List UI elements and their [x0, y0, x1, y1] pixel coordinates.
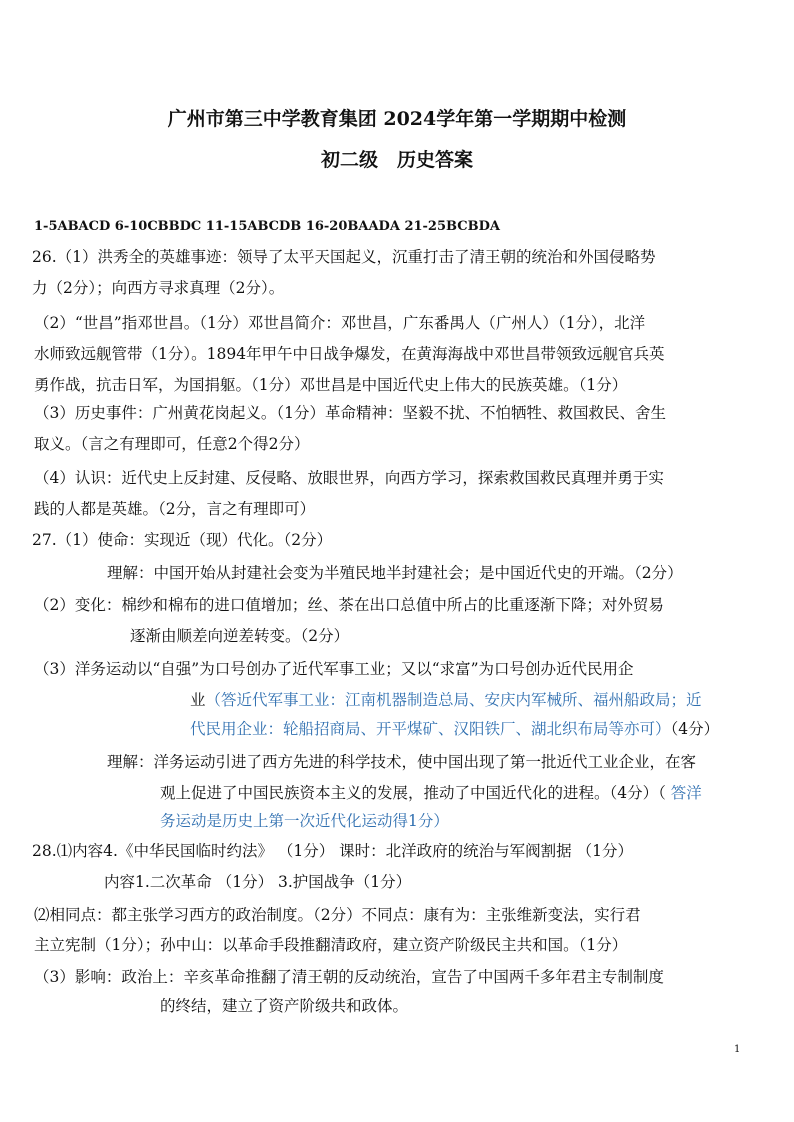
q27-part3-understanding-text: 观上促进了中国民族资本主义的发展，推动了中国近代化的进程。（4分）（ — [160, 784, 666, 802]
q26-part2-line2: 水师致远舰管带（1分）。1894年甲午中日战争爆发，在黄海海战中邓世昌带领致远舰官兵英 — [34, 345, 665, 363]
q28-part2-line1: ⑵相同点：都主张学习西方的政治制度。（2分）不同点：康有为：主张维新变法，实行君 — [34, 906, 641, 924]
q28-part1-line2: 内容1.二次革命 （1分） 3.护国战争（1分） — [104, 873, 412, 891]
q27-part2-line1: （2）变化：棉纱和棉布的进口值增加；丝、茶在出口总值中所占的比重逐渐下降；对外贸易 — [34, 596, 664, 614]
q26-part3-line2: 取义。（言之有理即可，任意2个得2分） — [34, 435, 310, 453]
q26-part4-line2: 践的人都是英雄。（2分，言之有理即可） — [34, 500, 316, 518]
q27-part3-line2-start: 业 — [190, 691, 206, 709]
q26-part1-line1: 26.（1）洪秀全的英雄事迹：领导了太平天国起义，沉重打击了清王朝的统治和外国侵略势 — [32, 248, 656, 266]
q26-part4-line1: （4）认识：近代史上反封建、反侵略、放眼世界，向西方学习，探索救国救民真理并勇于实 — [34, 469, 664, 487]
q27-part1: 27.（1）使命：实现近（现）代化。（2分） — [32, 531, 333, 549]
q27-part3-extra-note: 答洋 — [665, 784, 702, 802]
q28-part3-line1: （3）影响：政治上：辛亥革命推翻了清王朝的反动统治，宣告了中国两千多年君主专制制度 — [34, 968, 664, 986]
q27-part1-understanding: 理解：中国开始从封建社会变为半殖民地半封建社会；是中国近代史的开端。（2分） — [107, 564, 683, 582]
choice-answers: 1-5ABACD 6-10CBBDC 11-15ABCDB 16-20BAADA 21-25BCBDA — [34, 219, 500, 234]
document-subtitle: 初二级 历史答案 — [320, 149, 473, 171]
q27-part3-line1: （3）洋务运动以“自强”为口号创办了近代军事工业；又以“求富”为口号创办近代民用企 — [34, 660, 634, 678]
q27-part2-line2: 逐渐由顺差向逆差转变。（2分） — [130, 627, 350, 645]
q27-part3-line2 — [190, 689, 702, 711]
q27-part3-line3 — [190, 718, 719, 740]
q27-part3-understanding-line1: 理解：洋务运动引进了西方先进的科学技术，使中国出现了第一批近代工业企业，在客 — [107, 753, 697, 771]
q27-part3-extra-note-cont: 务运动是历史上第一次近代化运动得1分） — [160, 812, 449, 830]
q26-part2-line3: 勇作战，抗击日军，为国捐躯。（1分）邓世昌是中国近代史上伟大的民族英雄。（1分） — [34, 376, 628, 394]
q28-part3-line2: 的终结，建立了资产阶级共和政体。 — [160, 997, 409, 1015]
page-number: 1 — [734, 1044, 741, 1055]
document-title: 广州市第三中学教育集团 2024学年第一学期期中检测 — [167, 108, 627, 130]
q28-part2-line2: 主立宪制（1分）；孙中山：以革命手段推翻清政府，建立资产阶级民主共和国。（1分） — [34, 936, 628, 954]
q27-part3-examples-note-cont: 代民用企业：轮船招商局、开平煤矿、汉阳铁厂、湖北织布局等亦可） — [190, 720, 671, 738]
q28-part1-line1: 28.⑴内容4.《中华民国临时约法》 （1分） 课时：北洋政府的统治与军阀割据 （1分） — [32, 842, 633, 860]
q26-part1-line2: 力（2分）；向西方寻求真理（2分）。 — [32, 279, 285, 297]
q27-part3-examples-note: （答近代军事工业：江南机器制造总局、安庆内军械所、福州船政局；近 — [205, 691, 702, 709]
q27-part3-understanding-line2 — [160, 782, 702, 804]
q27-part3-score: （4分） — [670, 720, 720, 738]
q26-part3-line1: （3）历史事件：广州黄花岗起义。（1分）革命精神：坚毅不扰、不怕牺牲、救国救民、舍生 — [34, 404, 666, 422]
q26-part2-line1: （2）“世昌”指邓世昌。（1分）邓世昌简介：邓世昌，广东番禺人（广州人）（1分），北洋 — [34, 314, 646, 332]
